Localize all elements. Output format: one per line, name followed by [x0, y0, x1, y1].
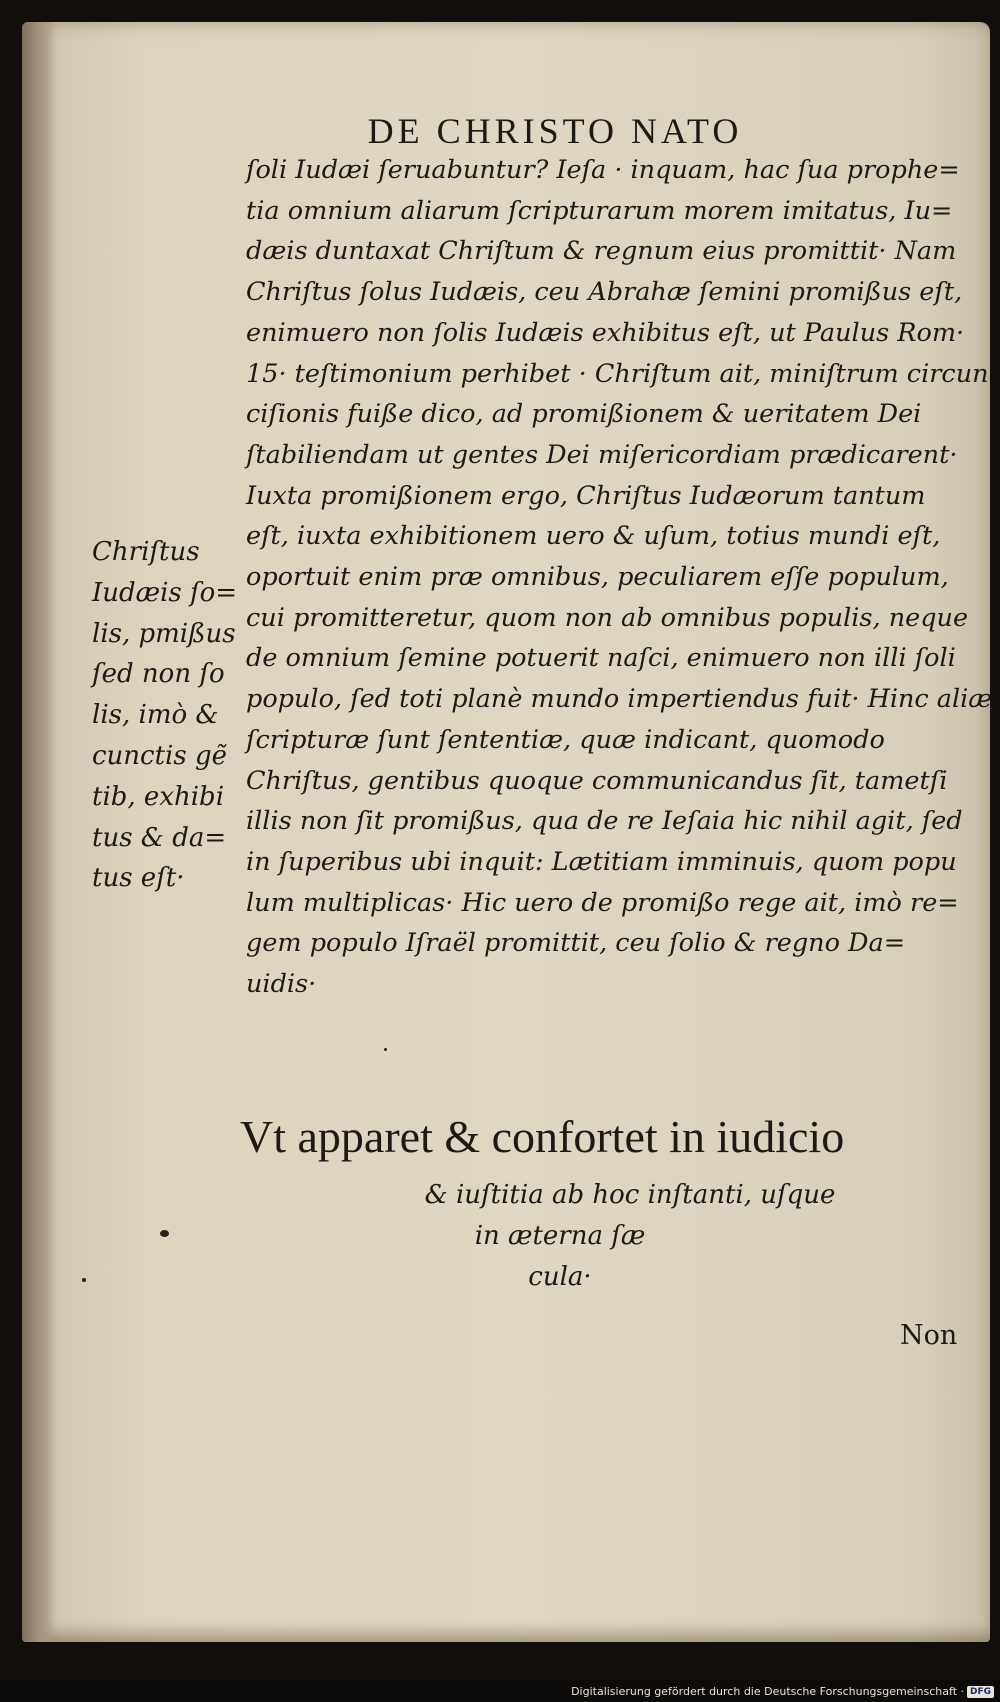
text-line: de omnium ſemine potuerit naſci, enimuero non illi ſoli	[246, 643, 956, 674]
marginal-note-line: lis, pmißus	[92, 618, 236, 649]
ink-speck	[160, 1230, 169, 1237]
text-line: ciſionis fuiße dico, ad promißionem & ueritatem Dei	[246, 399, 922, 430]
text-line: enimuero non ſolis Iudæis exhibitus eſt, ut Paulus Rom·	[246, 317, 965, 348]
text-line: Chriſtus, gentibus quoque communicandus ſit, tametſi	[246, 765, 948, 796]
main-text-block	[246, 150, 993, 1005]
marginal-note-line: cunctis gẽ	[92, 740, 228, 771]
text-line: populo, ſed toti planè mundo impertiendus fuit· Hinc aliæ	[246, 684, 993, 715]
footer-credit: Digitalisierung gefördert durch die Deutsche Forschungsgemeinschaft ·	[571, 1685, 964, 1698]
text-line: lum multiplicas· Hic uero de promißo rege ait, imò re=	[246, 887, 959, 918]
marginal-note-line: Iudæis ſo=	[92, 577, 238, 608]
text-line: Iuxta promißionem ergo, Chriſtus Iudæorum tantum	[246, 480, 926, 511]
text-line: dæis duntaxat Chriſtum & regnum eius promittit· Nam	[246, 236, 957, 267]
running-head: DE CHRISTO NATO	[367, 111, 743, 151]
footer-strip	[0, 1680, 1000, 1702]
text-line: ſtabiliendam ut gentes Dei miſericordiam prædicarent·	[246, 439, 958, 470]
section-heading-line: & iuſtitia ab hoc inſtanti, uſque	[424, 1180, 836, 1210]
ink-speck	[384, 1048, 387, 1051]
text-line: ſcripturæ ſunt ſententiæ, quæ indicant, quomodo	[246, 724, 885, 755]
text-line: ſoli Iudæi ſeruabuntur? Ieſa · inquam, hac ſua prophe=	[246, 155, 960, 185]
page-spine-shadow	[22, 22, 56, 1642]
text-line: 15· teſtimonium perhibet · Chriſtum ait, miniſtrum circun	[246, 358, 989, 389]
catchword: Non	[900, 1320, 958, 1351]
text-line: oportuit enim præ omnibus, peculiarem eſſe populum,	[246, 562, 949, 593]
marginal-note-line: ſed non ſo	[92, 659, 225, 690]
text-line: uidis·	[246, 969, 317, 1000]
marginal-note-line: tus & da=	[92, 822, 227, 853]
text-line: gem populo Iſraël promittit, ceu ſolio & regno Da=	[246, 928, 906, 959]
text-line: tia omnium aliarum ſcripturarum morem imitatus, Iu=	[246, 195, 953, 226]
ink-speck	[82, 1278, 86, 1282]
marginal-note	[92, 532, 242, 899]
dfg-logo: DFG	[967, 1686, 994, 1698]
marginal-note-line: tib, exhibi	[92, 781, 225, 812]
text-line: illis non ſit promißus, qua de re Ieſaia hic nihil agit, ſed	[246, 806, 963, 837]
marginal-note-line: tus eſt·	[92, 863, 185, 894]
text-line: cui promitteretur, quom non ab omnibus populis, neque	[246, 602, 969, 633]
text-line: Chriſtus ſolus Iudæis, ceu Abrahæ ſemini promißus eſt,	[246, 277, 963, 308]
section-heading-large: Vt apparet & confortet in iudicio	[240, 1111, 845, 1162]
text-line: in ſuperibus ubi inquit: Lætitiam imminuis, quom popu	[246, 846, 957, 877]
marginal-note-line: Chriſtus	[92, 537, 200, 567]
marginal-note-line: lis, imò &	[92, 700, 219, 731]
text-line: eſt, iuxta exhibitionem uero & uſum, totius mundi eſt,	[246, 521, 941, 552]
section-heading-line: in æterna ſæ	[474, 1221, 646, 1251]
section-heading-line: cula·	[528, 1262, 592, 1292]
